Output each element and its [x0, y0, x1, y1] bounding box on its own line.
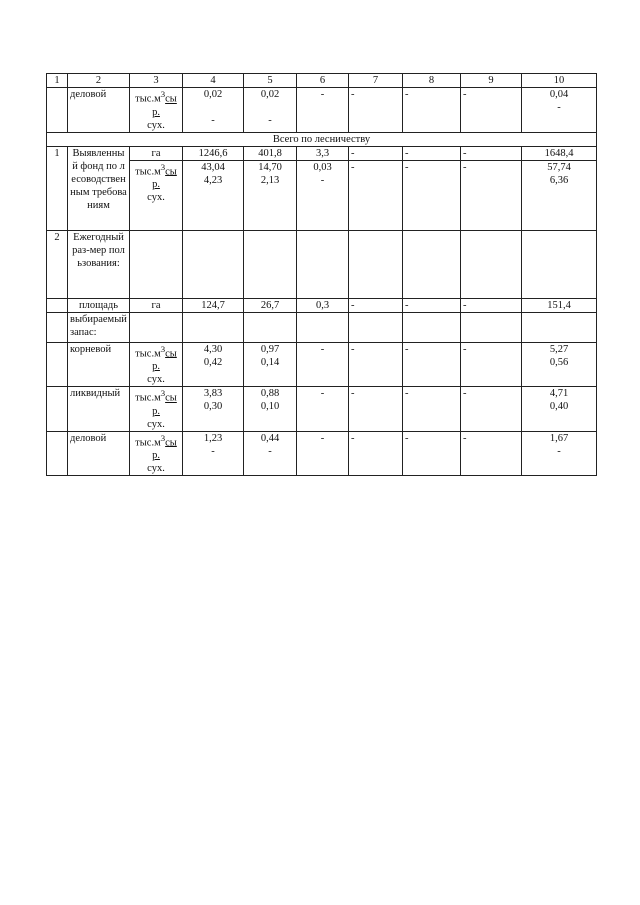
value: 3,83: [203, 388, 223, 399]
unit-text: р.: [152, 361, 160, 372]
value-cell: -: [461, 431, 522, 476]
table-row-r1-area: [47, 146, 597, 160]
value-cell: [183, 88, 244, 133]
empty-cell: [47, 342, 68, 387]
value-cell: -: [403, 298, 461, 312]
unit-text: сы: [165, 348, 177, 359]
value-cell: [522, 160, 597, 230]
header-cell: 9: [461, 74, 522, 88]
row-number: 1: [47, 146, 68, 230]
empty-cell: [47, 387, 68, 432]
unit-text: сы: [165, 392, 177, 404]
value-cell: -: [349, 298, 403, 312]
unit-text: тыс.м: [135, 93, 161, 105]
table-row-delovoy-top: [47, 88, 597, 133]
value: -: [557, 102, 561, 113]
value-cell: -: [461, 387, 522, 432]
value-cell: -: [403, 387, 461, 432]
header-cell: 10: [522, 74, 597, 88]
unit-cell: [130, 342, 183, 387]
unit-cell: га: [130, 298, 183, 312]
table-row-stock-label: [47, 312, 597, 342]
value-cell: [183, 387, 244, 432]
value: 0,02: [260, 89, 280, 100]
unit-text: тыс.м: [135, 437, 161, 448]
value-cell: -: [403, 160, 461, 230]
value: 4,23: [203, 174, 223, 186]
value-cell: [244, 387, 297, 432]
forestry-table: [46, 73, 597, 476]
value-cell: [522, 342, 597, 387]
value-cell: 1246,6: [183, 146, 244, 160]
value: 5,27: [549, 343, 569, 355]
unit-text: сы: [165, 437, 177, 448]
row-name: деловой: [68, 431, 130, 476]
unit-text: сух.: [147, 418, 165, 430]
row-name: деловой: [68, 88, 130, 133]
unit-text: сы: [165, 93, 177, 105]
unit-cell: га: [130, 146, 183, 160]
table-row-r1-volume: [47, 160, 597, 230]
value: -: [211, 445, 215, 457]
unit-text: тыс.м: [135, 392, 161, 404]
header-cell: 8: [403, 74, 461, 88]
empty-cell: [47, 298, 68, 312]
value: 0,10: [260, 401, 280, 412]
header-row: [47, 74, 597, 88]
value-cell: 3,3: [297, 146, 349, 160]
value-cell: -: [349, 160, 403, 230]
header-cell: 3: [130, 74, 183, 88]
value: 0,40: [549, 401, 569, 412]
value-cell: -: [349, 342, 403, 387]
unit-text: сух.: [147, 463, 165, 474]
empty-cell: [522, 312, 597, 342]
value-cell: -: [349, 146, 403, 160]
value-cell: -: [349, 387, 403, 432]
table-row-delovoy: [47, 431, 597, 476]
value: 0,02: [203, 89, 223, 100]
row-number: 2: [47, 230, 68, 298]
value-cell: -: [461, 342, 522, 387]
unit-text: р.: [152, 179, 160, 190]
unit-sup: 3: [160, 432, 166, 443]
empty-cell: [297, 312, 349, 342]
table-row-r2: [47, 230, 597, 298]
value-cell: [183, 160, 244, 230]
section-title: Всего по лесничеству: [47, 132, 597, 146]
header-cell: 7: [349, 74, 403, 88]
header-cell: 6: [297, 74, 349, 88]
value: 0,03: [313, 161, 332, 173]
row-name: Ежегодный раз-мер пользования:: [68, 230, 130, 298]
row-name: корневой: [68, 342, 130, 387]
value: 6,36: [549, 174, 569, 186]
value-cell: 124,7: [183, 298, 244, 312]
empty-cell: [403, 230, 461, 298]
value-cell: [183, 342, 244, 387]
value: 1,23: [203, 432, 223, 444]
unit-cell: [130, 387, 183, 432]
unit-text: р.: [152, 405, 160, 417]
value-cell: [522, 88, 597, 133]
value: -: [320, 174, 325, 186]
header-cell: 5: [244, 74, 297, 88]
value: 0,30: [203, 401, 223, 412]
empty-cell: [244, 312, 297, 342]
unit-text: тыс.м: [135, 166, 161, 177]
value-cell: -: [461, 160, 522, 230]
unit-text: р.: [152, 106, 160, 118]
empty-cell: [349, 230, 403, 298]
value: 4,30: [203, 343, 223, 355]
section-title-row: [47, 132, 597, 146]
value-cell: [183, 431, 244, 476]
value: 0,42: [203, 356, 223, 368]
unit-cell: [130, 88, 183, 133]
unit-text: сух.: [147, 119, 165, 131]
value-cell: [244, 431, 297, 476]
unit-text: сух.: [147, 192, 165, 203]
value-cell: -: [349, 431, 403, 476]
unit-text: сух.: [147, 374, 165, 385]
header-cell: 4: [183, 74, 244, 88]
empty-cell: [244, 230, 297, 298]
value: -: [211, 115, 215, 126]
empty-cell: [403, 312, 461, 342]
value-cell: 0,3: [297, 298, 349, 312]
empty-cell: [183, 230, 244, 298]
unit-sup: 3: [160, 89, 166, 99]
row-name: площадь: [68, 298, 130, 312]
value-cell: 151,4: [522, 298, 597, 312]
table-row-kornevoy: [47, 342, 597, 387]
value-cell: -: [461, 88, 522, 133]
value-cell: [522, 431, 597, 476]
row-name: Выявленный фонд по лесоводственным требованиям: [68, 146, 130, 230]
empty-cell: [461, 230, 522, 298]
value-cell: [244, 342, 297, 387]
unit-sup: 3: [160, 388, 166, 398]
unit-text: сы: [165, 166, 177, 177]
empty-cell: [183, 312, 244, 342]
table-row-likvidny: [47, 387, 597, 432]
value-cell: -: [461, 146, 522, 160]
value-cell: [297, 160, 349, 230]
table-row-area: [47, 298, 597, 312]
value-cell: -: [403, 146, 461, 160]
value-cell: -: [297, 88, 349, 133]
empty-cell: [522, 230, 597, 298]
empty-cell: [349, 312, 403, 342]
value: -: [557, 445, 561, 457]
value-cell: -: [461, 298, 522, 312]
empty-cell: [461, 312, 522, 342]
value-cell: -: [403, 342, 461, 387]
empty-cell: [130, 230, 183, 298]
header-cell: 1: [47, 74, 68, 88]
unit-text: тыс.м: [135, 348, 161, 359]
value: 14,70: [258, 161, 282, 173]
value-cell: -: [297, 342, 349, 387]
header-cell: 2: [68, 74, 130, 88]
empty-cell: [47, 312, 68, 342]
empty-cell: [47, 88, 68, 133]
value: 0,14: [260, 356, 280, 368]
value-cell: -: [349, 88, 403, 133]
value-cell: -: [297, 387, 349, 432]
unit-text: р.: [152, 450, 160, 461]
unit-sup: 3: [160, 343, 166, 354]
value-cell: 26,7: [244, 298, 297, 312]
value: 0,88: [260, 388, 280, 399]
value-cell: [522, 387, 597, 432]
value: 1,67: [549, 432, 569, 444]
value: 2,13: [260, 174, 280, 186]
value: -: [268, 445, 272, 457]
value: 0,56: [549, 356, 569, 368]
value: -: [268, 115, 272, 126]
value-cell: [244, 88, 297, 133]
row-name: ликвидный: [68, 387, 130, 432]
value: 0,04: [549, 89, 569, 100]
value-cell: -: [403, 88, 461, 133]
empty-cell: [47, 431, 68, 476]
empty-cell: [297, 230, 349, 298]
value-cell: -: [403, 431, 461, 476]
value-cell: 401,8: [244, 146, 297, 160]
value-cell: [244, 160, 297, 230]
value: 0,97: [260, 343, 280, 355]
empty-cell: [130, 312, 183, 342]
unit-sup: 3: [160, 161, 166, 172]
row-name: выбираемый запас:: [68, 312, 130, 342]
value-cell: -: [297, 431, 349, 476]
unit-cell: [130, 160, 183, 230]
value-cell: 1648,4: [522, 146, 597, 160]
value: 4,71: [549, 388, 569, 399]
value: 0,44: [260, 432, 280, 444]
unit-cell: [130, 431, 183, 476]
value: 43,04: [201, 161, 225, 173]
value: 57,74: [547, 161, 571, 173]
